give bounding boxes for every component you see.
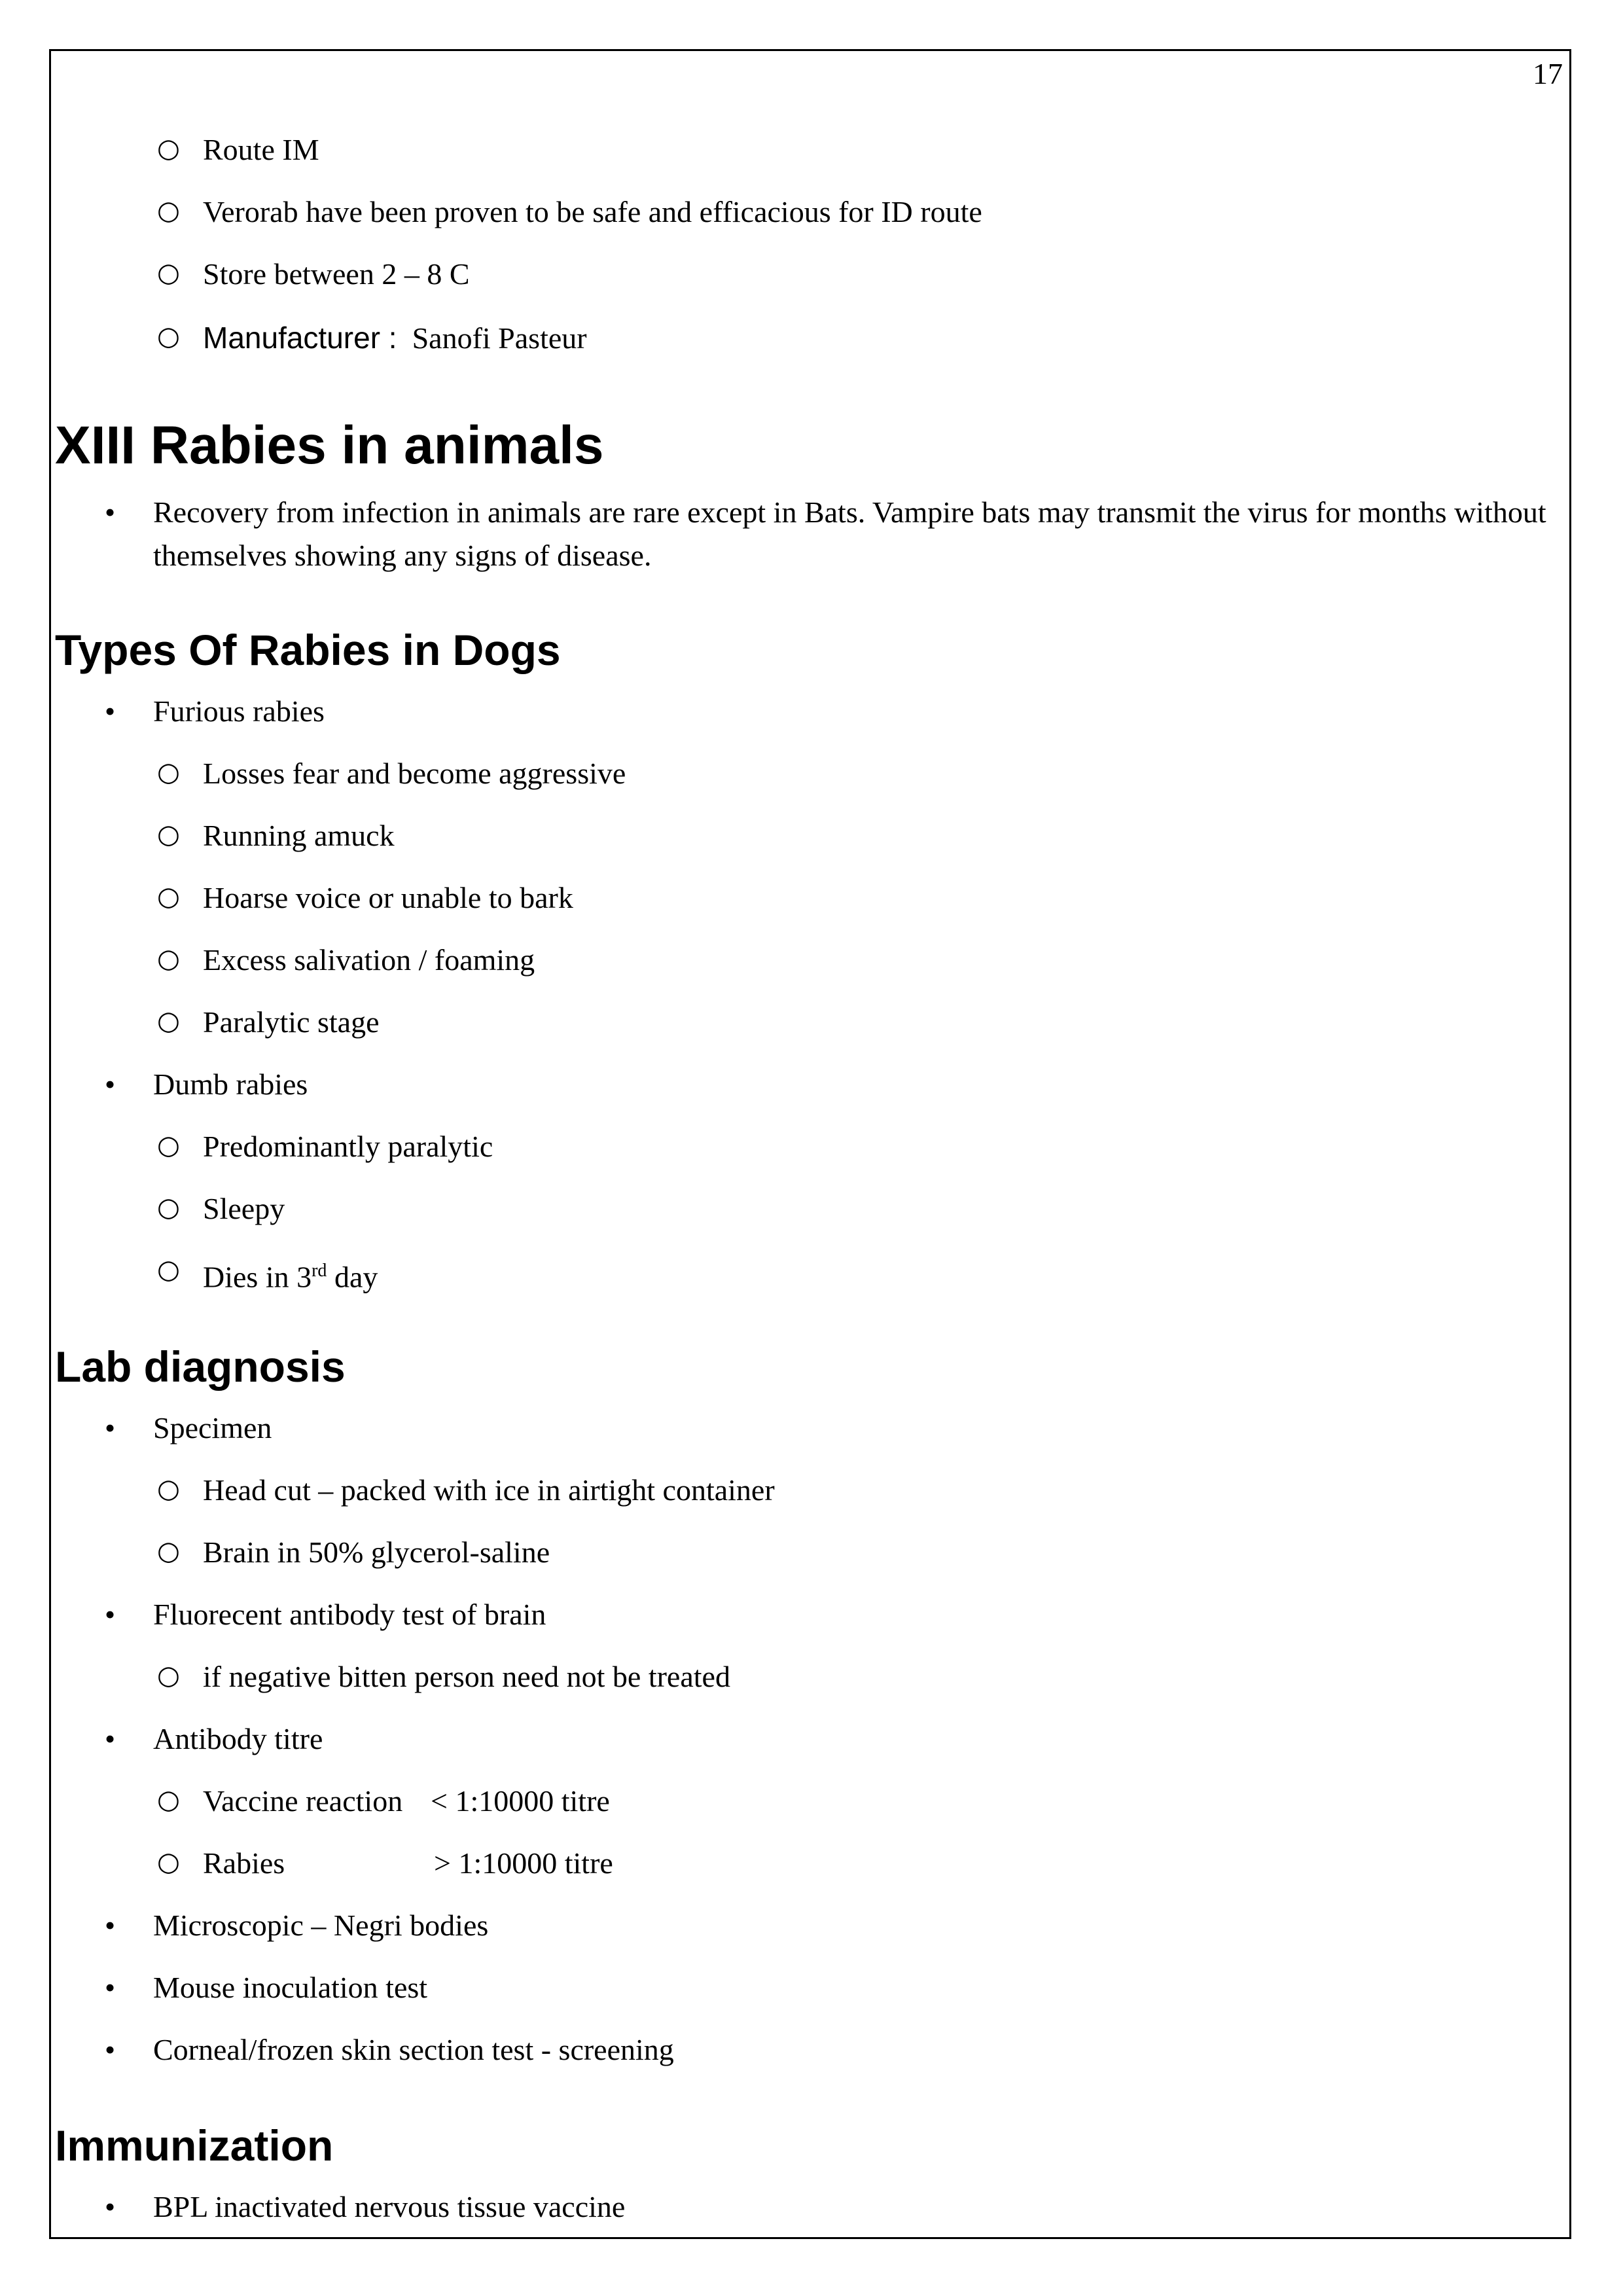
bullet-icon: •: [105, 1909, 116, 1942]
bullet-icon: •: [105, 2190, 116, 2223]
bullet-icon: •: [105, 2033, 116, 2066]
bullet-icon: •: [105, 1722, 116, 1755]
circle-bullet-icon: ○: [157, 757, 180, 787]
section-heading: Lab diagnosis: [55, 1342, 346, 1391]
bullet-icon: •: [105, 1411, 116, 1444]
section-heading: XIII Rabies in animals: [55, 416, 604, 475]
circle-bullet-icon: ○: [157, 1785, 180, 1815]
bullet-icon: •: [105, 694, 116, 728]
circle-bullet-icon: ○: [157, 1847, 180, 1877]
circle-bullet-icon: ○: [157, 944, 180, 974]
circle-bullet-icon: ○: [157, 1255, 180, 1285]
circle-bullet-icon: ○: [157, 1193, 180, 1223]
manufacturer-value: Sanofi Pasteur: [412, 321, 587, 355]
bullet-icon: •: [105, 1067, 116, 1101]
section-heading: Types Of Rabies in Dogs: [55, 626, 561, 674]
section-heading: Immunization: [55, 2121, 334, 2170]
circle-bullet-icon: ○: [157, 1536, 180, 1566]
circle-bullet-icon: ○: [157, 321, 180, 351]
bullet-icon: •: [105, 495, 116, 529]
circle-bullet-icon: ○: [157, 1474, 180, 1504]
circle-bullet-icon: ○: [157, 1660, 180, 1691]
page-number: 17: [1533, 57, 1563, 90]
circle-bullet-icon: ○: [157, 134, 180, 164]
circle-bullet-icon: ○: [157, 258, 180, 288]
circle-bullet-icon: ○: [157, 1006, 180, 1036]
bullet-icon: •: [105, 1598, 116, 1631]
manufacturer-label: Manufacturer :: [203, 321, 397, 355]
bullet-icon: •: [105, 1971, 116, 2004]
circle-bullet-icon: ○: [157, 1130, 180, 1160]
circle-bullet-icon: ○: [157, 819, 180, 850]
circle-bullet-icon: ○: [157, 196, 180, 226]
circle-bullet-icon: ○: [157, 882, 180, 912]
